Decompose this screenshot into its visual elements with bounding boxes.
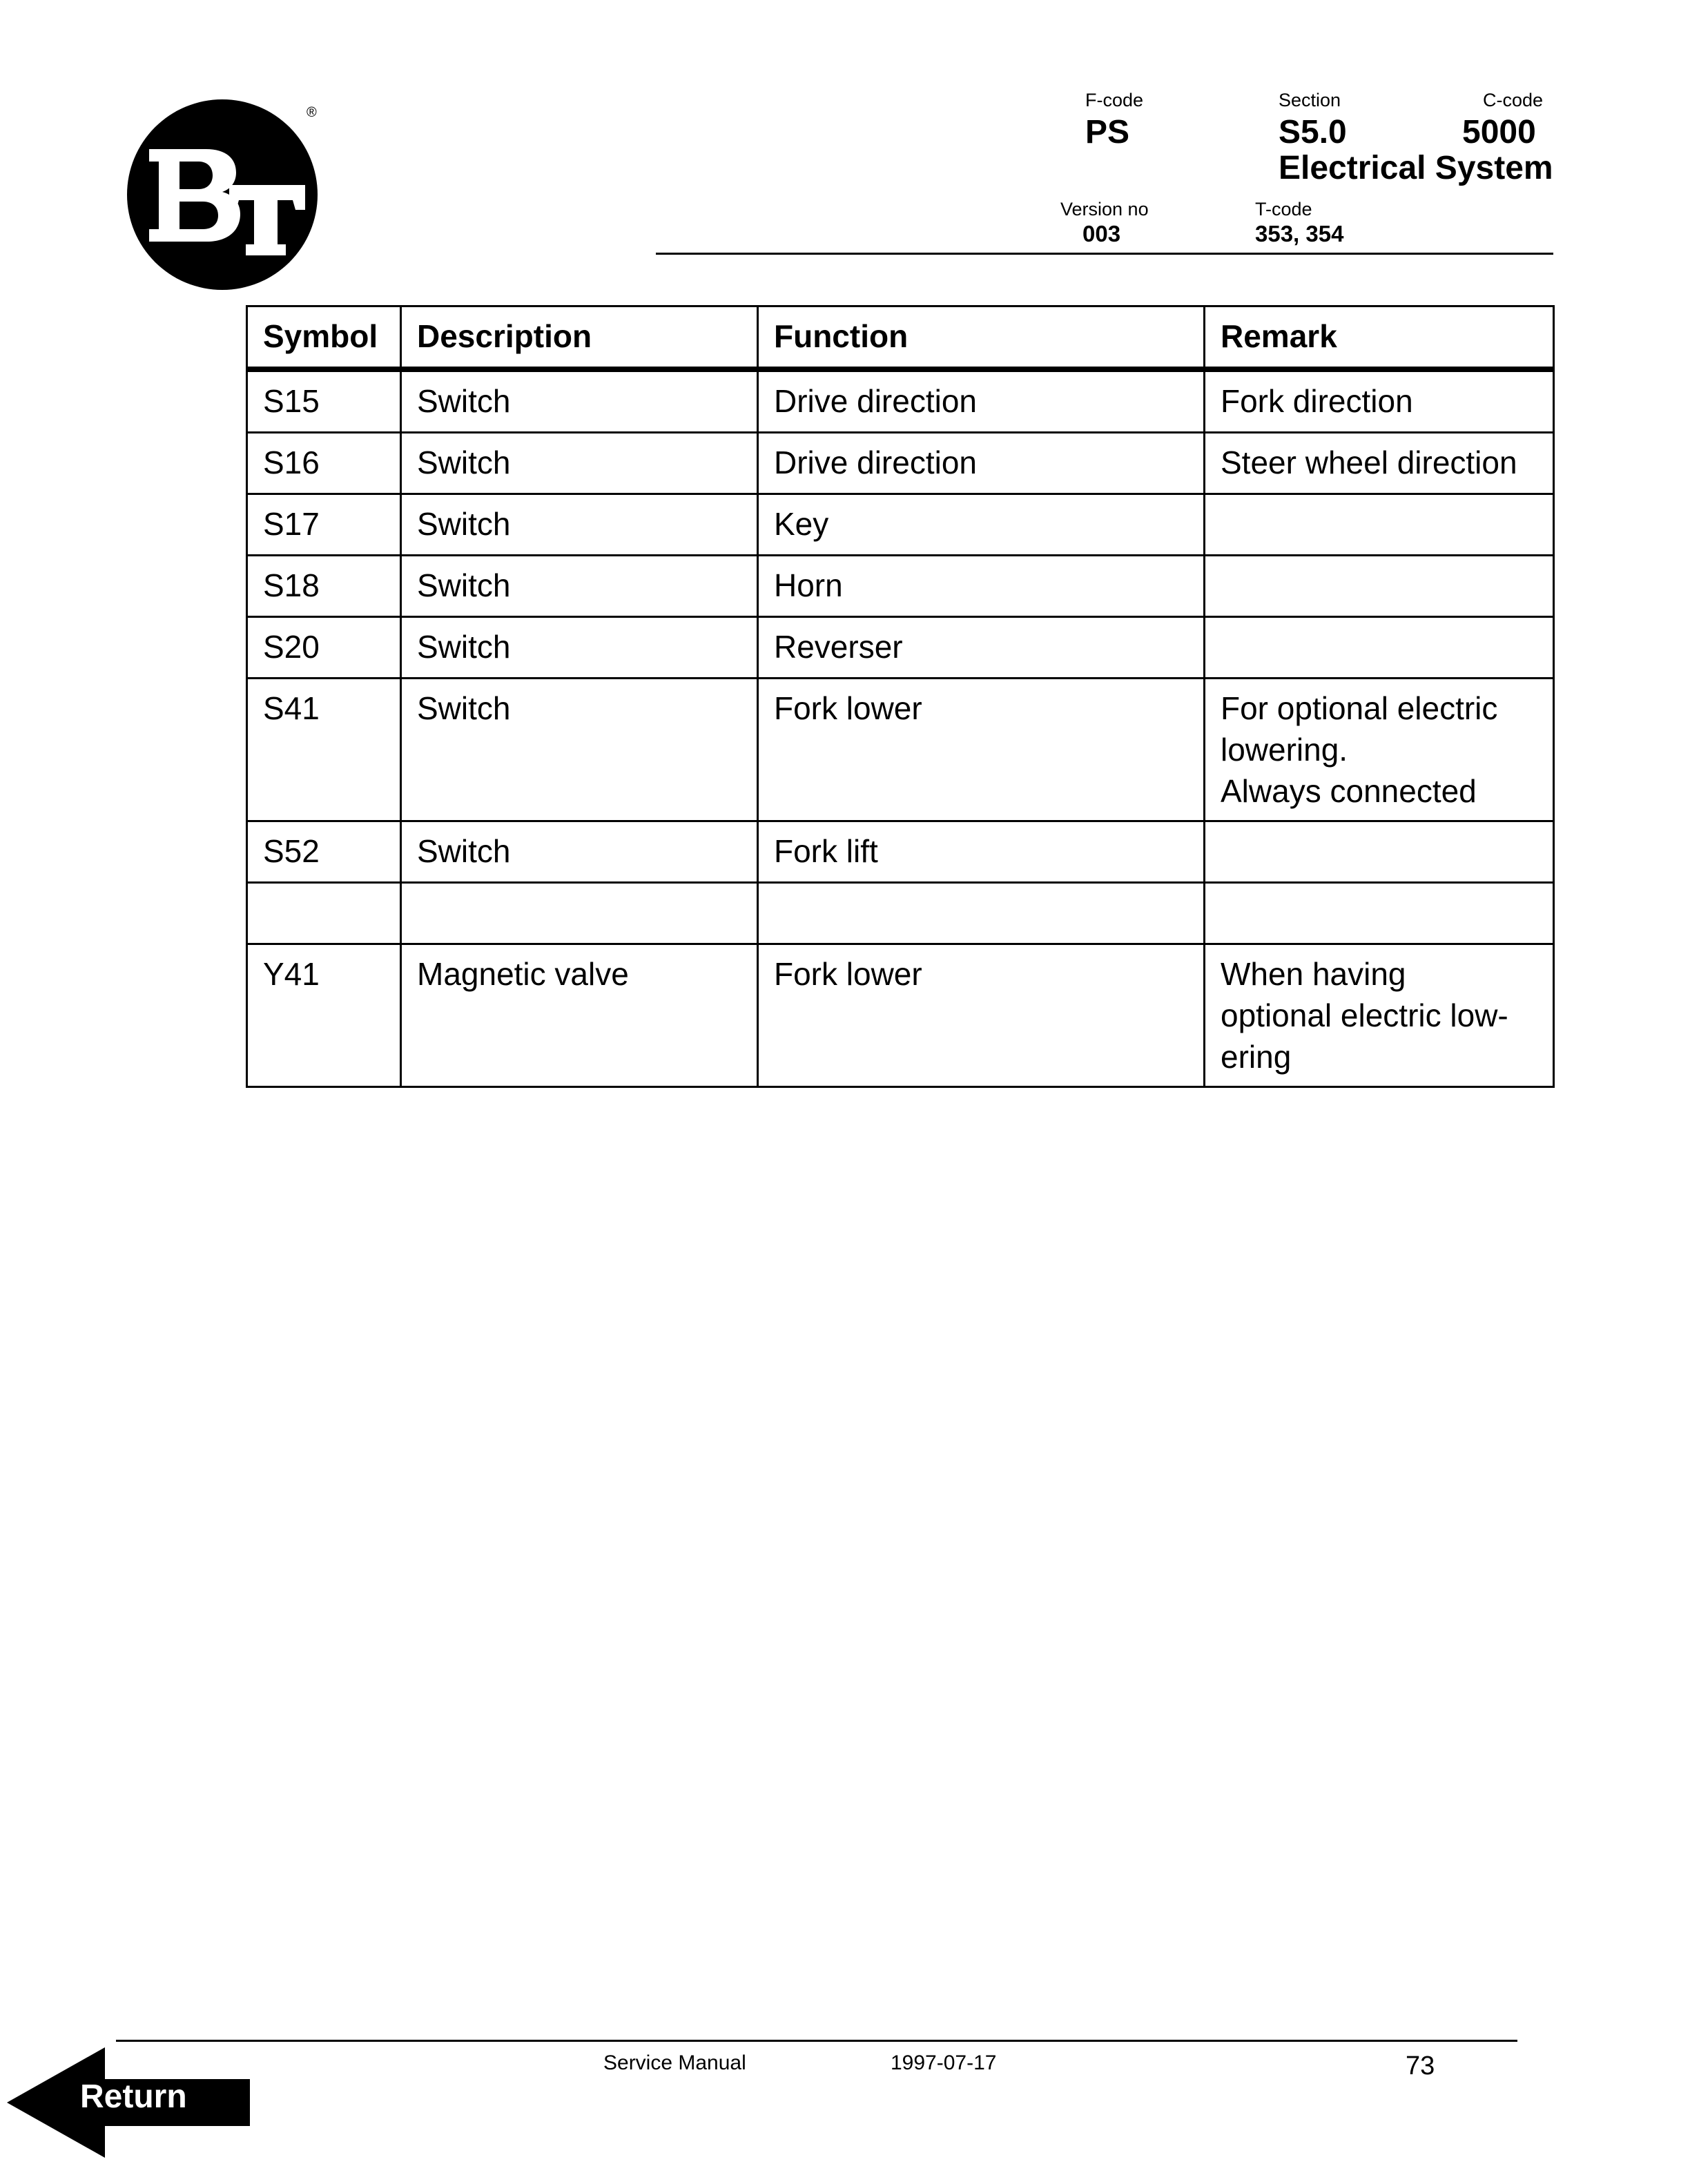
cell-symbol: S20 bbox=[247, 617, 401, 679]
cell-description: Switch bbox=[401, 821, 758, 883]
cell-function: Fork lift bbox=[758, 821, 1205, 883]
cell-symbol: S41 bbox=[247, 679, 401, 821]
symbol-table bbox=[246, 305, 1555, 1088]
fcode-label: F-code bbox=[1085, 90, 1144, 110]
tcode-label: T-code bbox=[1255, 199, 1312, 220]
cell-function: Drive direction bbox=[758, 433, 1205, 494]
cell-description: Magnetic valve bbox=[401, 944, 758, 1087]
table-row bbox=[247, 617, 1554, 679]
cell-remark: Fork direction bbox=[1205, 369, 1554, 433]
cell-symbol: Y41 bbox=[247, 944, 401, 1087]
cell-remark bbox=[1205, 821, 1554, 883]
table-row bbox=[247, 494, 1554, 556]
cell-symbol: S17 bbox=[247, 494, 401, 556]
cell-function: Drive direction bbox=[758, 369, 1205, 433]
ccode-label: C-code bbox=[1483, 90, 1544, 110]
table-row bbox=[247, 883, 1554, 944]
table-row bbox=[247, 679, 1554, 821]
version-value: 003 bbox=[1082, 221, 1121, 246]
cell-remark bbox=[1205, 883, 1554, 944]
col-header-function: Function bbox=[758, 306, 1205, 370]
table-row bbox=[247, 556, 1554, 617]
cell-description: Switch bbox=[401, 433, 758, 494]
cell-description: Switch bbox=[401, 617, 758, 679]
fcode-value: PS bbox=[1085, 114, 1130, 150]
footer-date: 1997-07-17 bbox=[891, 2051, 997, 2074]
page-number: 73 bbox=[1406, 2051, 1435, 2080]
cell-symbol: S15 bbox=[247, 369, 401, 433]
cell-description bbox=[401, 883, 758, 944]
cell-description: Switch bbox=[401, 556, 758, 617]
cell-description: Switch bbox=[401, 369, 758, 433]
cell-remark: When having optional electric low- ering bbox=[1205, 944, 1554, 1087]
table-row bbox=[247, 944, 1554, 1087]
cell-remark: Steer wheel direction bbox=[1205, 433, 1554, 494]
ccode-value: 5000 bbox=[1462, 114, 1536, 150]
col-header-symbol: Symbol bbox=[247, 306, 401, 370]
cell-symbol bbox=[247, 883, 401, 944]
cell-function: Key bbox=[758, 494, 1205, 556]
cell-function: Horn bbox=[758, 556, 1205, 617]
header-rule bbox=[656, 253, 1553, 255]
return-label[interactable]: Return bbox=[80, 2078, 187, 2115]
version-label: Version no bbox=[1060, 199, 1149, 220]
section-label: Section bbox=[1279, 90, 1341, 110]
table-row bbox=[247, 433, 1554, 494]
bt-logo bbox=[126, 98, 319, 291]
cell-remark bbox=[1205, 494, 1554, 556]
col-header-remark: Remark bbox=[1205, 306, 1554, 370]
table-row bbox=[247, 369, 1554, 433]
col-header-description: Description bbox=[401, 306, 758, 370]
cell-symbol: S52 bbox=[247, 821, 401, 883]
cell-remark bbox=[1205, 556, 1554, 617]
cell-symbol: S16 bbox=[247, 433, 401, 494]
cell-symbol: S18 bbox=[247, 556, 401, 617]
registered-mark: ® bbox=[307, 105, 317, 120]
cell-function: Fork lower bbox=[758, 679, 1205, 821]
footer-doc-type: Service Manual bbox=[603, 2051, 746, 2074]
tcode-value: 353, 354 bbox=[1255, 221, 1344, 246]
cell-remark: For optional electric lowering. Always connected bbox=[1205, 679, 1554, 821]
cell-description: Switch bbox=[401, 679, 758, 821]
table-header-row bbox=[247, 306, 1554, 370]
section-value: S5.0 bbox=[1279, 114, 1347, 150]
cell-description: Switch bbox=[401, 494, 758, 556]
footer-rule bbox=[116, 2040, 1517, 2042]
cell-function: Reverser bbox=[758, 617, 1205, 679]
section-title: Electrical System bbox=[1279, 150, 1553, 186]
cell-remark bbox=[1205, 617, 1554, 679]
cell-function bbox=[758, 883, 1205, 944]
table-row bbox=[247, 821, 1554, 883]
cell-function: Fork lower bbox=[758, 944, 1205, 1087]
